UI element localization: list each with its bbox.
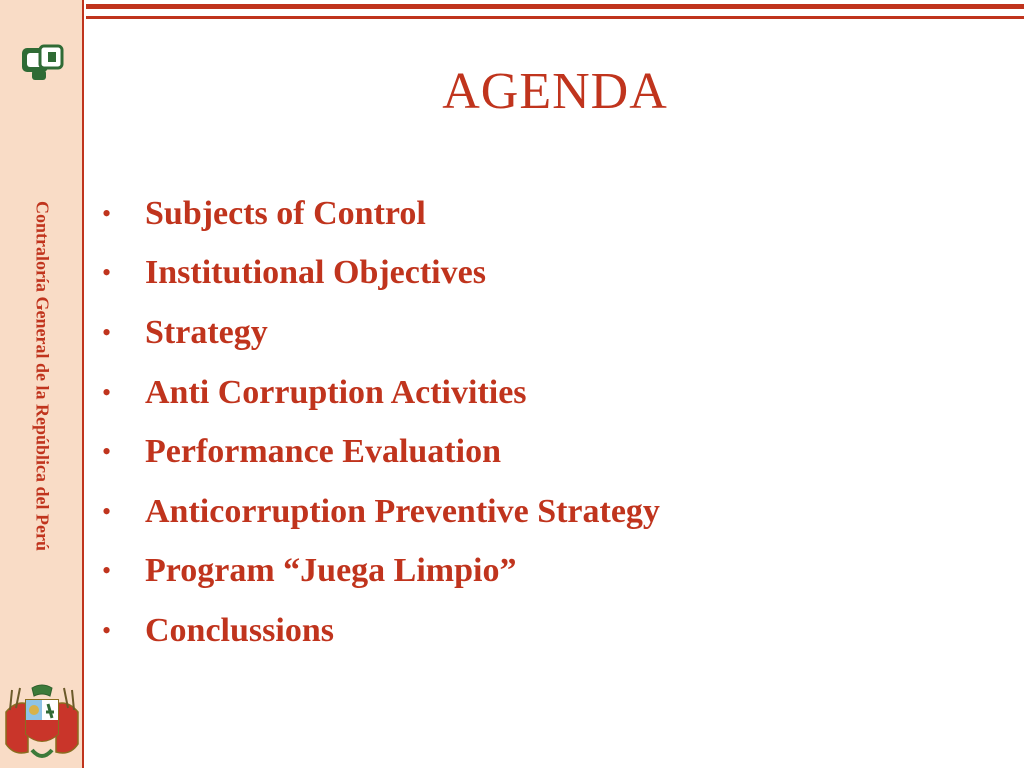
bullet-icon: •: [102, 198, 112, 228]
agenda-item: [100, 422, 660, 482]
agenda-item: [100, 363, 660, 423]
institution-logo-icon: [18, 42, 66, 84]
top-rule-thick: [86, 4, 1024, 9]
agenda-item: [100, 303, 660, 363]
slide-title: AGENDA: [442, 63, 668, 120]
top-rule-thin: [86, 16, 1024, 19]
agenda-item-label: Anticorruption Preventive Strategy: [145, 492, 660, 530]
agenda-item-label: Program “Juega Limpio”: [145, 552, 517, 590]
agenda-item: [100, 482, 660, 542]
agenda-item-label: Strategy: [145, 313, 268, 351]
agenda-item: [100, 244, 660, 304]
agenda-item: [100, 601, 660, 661]
bullet-icon: •: [102, 317, 112, 347]
agenda-item: [100, 542, 660, 602]
bullet-icon: •: [102, 258, 112, 288]
agenda-item-label: Conclussions: [145, 611, 334, 649]
agenda-list: [100, 184, 660, 661]
agenda-item-label: Subjects of Control: [145, 194, 426, 232]
bullet-icon: •: [102, 615, 112, 645]
agenda-item-label: Performance Evaluation: [145, 433, 501, 471]
agenda-item: [100, 184, 660, 244]
agenda-item-label: Anti Corruption Activities: [145, 373, 527, 411]
agenda-item-label: Institutional Objectives: [145, 254, 486, 292]
sidebar: [0, 0, 84, 768]
bullet-icon: •: [102, 377, 112, 407]
peru-coat-of-arms-icon: [2, 682, 82, 766]
bullet-icon: •: [102, 496, 112, 526]
bullet-icon: •: [102, 556, 112, 586]
organization-name: Contraloría General de la República del Perú: [32, 201, 53, 551]
bullet-icon: •: [102, 437, 112, 467]
